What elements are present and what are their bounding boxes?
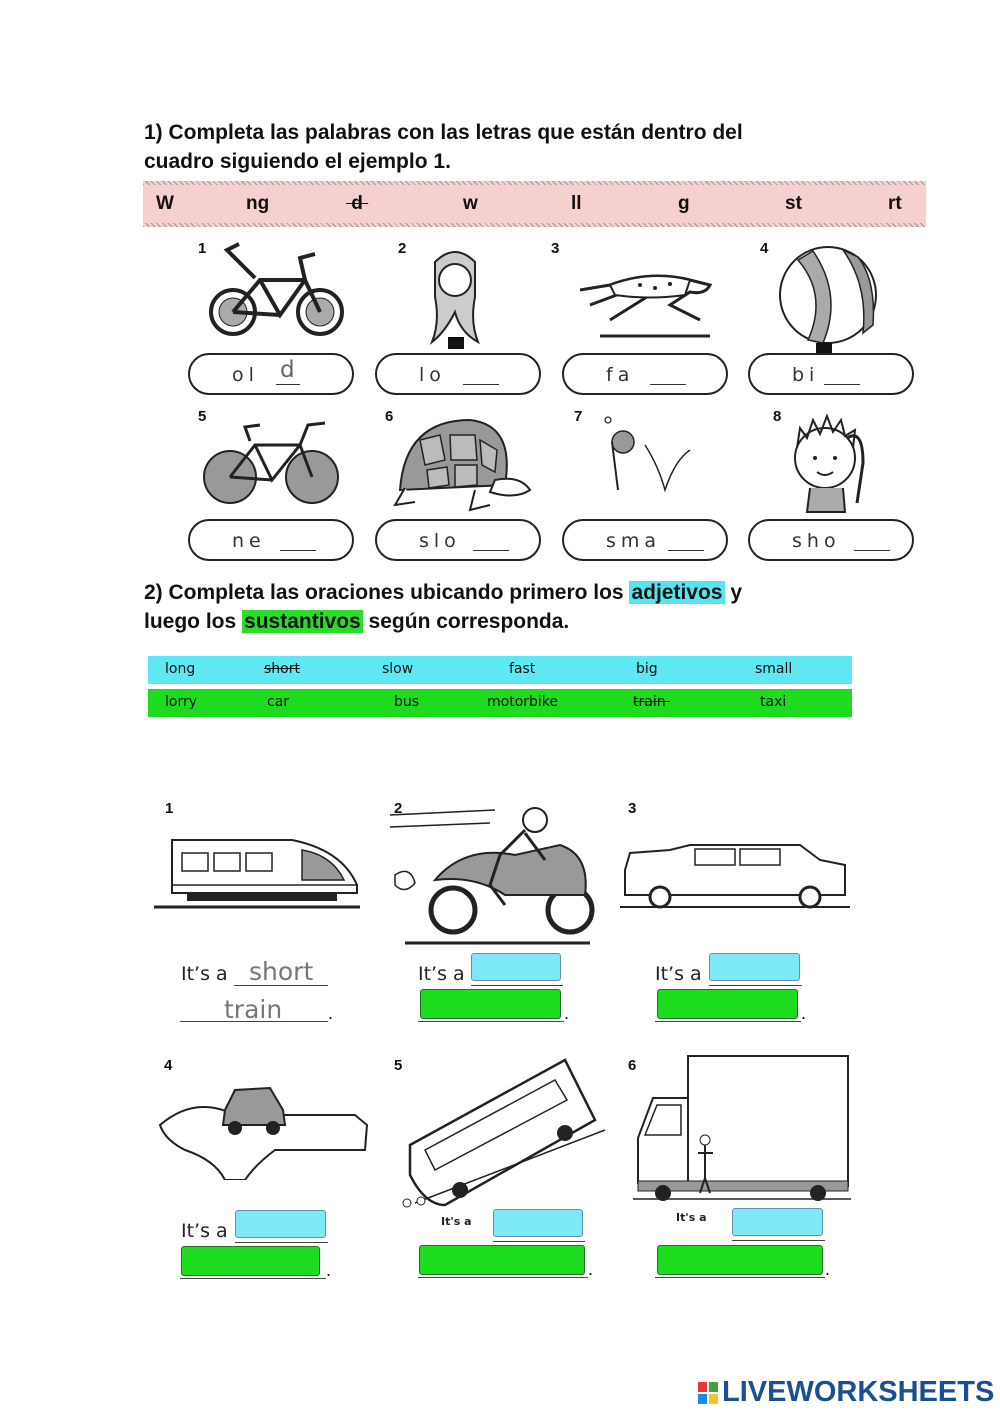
old-bike-picture: [205, 240, 355, 340]
small-car-picture: [155, 1070, 370, 1180]
item-number: 8: [773, 408, 782, 425]
answer-line: [709, 985, 802, 986]
sentence-prefix: It's a: [676, 1211, 707, 1224]
bus-picture: [395, 1055, 615, 1210]
adjective-input[interactable]: [732, 1208, 823, 1236]
answer-line: [180, 1278, 326, 1279]
answer-line: [493, 1241, 585, 1242]
adjective-item: fast: [509, 661, 536, 677]
answer-line: [235, 1242, 328, 1243]
long-limousine-picture: [620, 835, 850, 915]
fast-cheetah-picture: [570, 250, 720, 340]
period: .: [564, 1003, 570, 1023]
adjectives-highlight: adjetivos: [631, 581, 723, 604]
exercise2-heading-line2: luego los sustantivos según corresponda.: [144, 610, 570, 633]
noun-input[interactable]: [657, 1245, 823, 1275]
noun-item: bus: [394, 694, 420, 710]
exercise2-heading-line1: 2) Completa las oraciones ubicando primero los adjetivos y: [144, 581, 743, 604]
adjective-item: small: [755, 661, 793, 677]
letter-bank-item: W: [156, 193, 174, 214]
motorbike-picture: [385, 805, 600, 945]
item-number: 6: [385, 408, 394, 425]
answer-line: [234, 985, 328, 986]
word-box-1: [188, 353, 354, 395]
period: .: [328, 1003, 334, 1023]
exercise1-heading-line1: 1) Completa las palabras con las letras que están dentro del: [144, 121, 743, 144]
answer-line: [180, 1021, 328, 1022]
answer-blank: [280, 550, 316, 551]
answer-line: [418, 1021, 564, 1022]
item-number: 4: [760, 240, 769, 257]
answer-blank: [824, 384, 860, 385]
answer-line: [655, 1021, 801, 1022]
noun-input[interactable]: [657, 989, 798, 1019]
sentence-prefix: It’s a: [181, 1220, 228, 1242]
adjective-item: big: [636, 661, 658, 677]
word-prefix: sma: [606, 530, 662, 552]
adjective-bank: [148, 656, 852, 684]
item-number: 7: [574, 408, 583, 425]
noun-bank: [148, 689, 852, 717]
sentence-prefix: It's a: [441, 1215, 472, 1228]
word-box-3: [562, 353, 728, 395]
sentence-prefix: It’s a: [181, 963, 228, 985]
word-prefix: fa: [606, 364, 635, 386]
letter-bank-item: st: [785, 193, 802, 214]
noun-item: motorbike: [487, 694, 559, 710]
answer-blank: [463, 384, 499, 385]
letter-bank-item: ll: [571, 193, 582, 214]
adjective-item: long: [165, 661, 196, 677]
word-prefix: ne: [232, 530, 266, 552]
word-box-7: [562, 519, 728, 561]
adjective-item: slow: [382, 661, 414, 677]
answer-blank: [854, 550, 890, 551]
sentence-prefix: It’s a: [655, 963, 702, 985]
period: .: [588, 1259, 594, 1279]
adjective-answer-given: short: [249, 957, 314, 986]
short-hair-boy-picture: [785, 408, 875, 513]
exercise1-heading: [144, 118, 864, 176]
word-box-4: [748, 353, 914, 395]
word-box-2: [375, 353, 541, 395]
answer-blank: [473, 550, 509, 551]
letter-bank-item: g: [678, 193, 690, 214]
item-number: 3: [628, 800, 637, 817]
exercise2-heading: [144, 578, 864, 636]
period: .: [825, 1259, 831, 1279]
item-number: 3: [551, 240, 560, 257]
word-box-6: [375, 519, 541, 561]
item-number: 5: [198, 408, 207, 425]
word-prefix: bi: [792, 364, 820, 386]
adjective-input[interactable]: [235, 1210, 326, 1238]
item-number: 4: [164, 1057, 173, 1074]
adjective-input[interactable]: [471, 953, 561, 981]
slow-tortoise-picture: [385, 410, 535, 515]
answer-blank: [650, 384, 686, 385]
word-prefix: slo: [419, 530, 461, 552]
answer-line: [732, 1240, 825, 1241]
answer-line: [471, 985, 563, 986]
answer-line: [418, 1277, 588, 1278]
exercise1-heading-line2: cuadro siguiendo el ejemplo 1.: [144, 150, 451, 173]
new-bike-picture: [200, 415, 350, 510]
letter-bank-item: w: [463, 193, 478, 214]
letter-bank: [143, 181, 926, 227]
answer-line: [655, 1277, 825, 1278]
noun-input[interactable]: [181, 1246, 320, 1276]
noun-item-used: train: [633, 694, 666, 710]
liveworksheets-logo-icon: [698, 1382, 718, 1404]
sentence-prefix: It’s a: [418, 963, 465, 985]
item-number: 2: [394, 800, 403, 817]
small-ball-picture: [590, 410, 700, 500]
adjective-input[interactable]: [709, 953, 800, 981]
noun-input[interactable]: [420, 989, 561, 1019]
item-number: 1: [198, 240, 207, 257]
adjective-input[interactable]: [493, 1209, 583, 1237]
big-lorry-picture: [633, 1053, 851, 1203]
item-number: 5: [394, 1057, 403, 1074]
given-answer: d: [280, 357, 295, 383]
item-number: 2: [398, 240, 407, 257]
period: .: [801, 1003, 807, 1023]
word-prefix: lo: [419, 364, 446, 386]
nouns-highlight: sustantivos: [244, 610, 361, 633]
letter-bank-item: ng: [246, 193, 270, 214]
liveworksheets-brand[interactable]: LIVEWORKSHEETS: [722, 1376, 995, 1408]
noun-item: taxi: [760, 694, 787, 710]
train-picture: [152, 825, 362, 915]
word-prefix: sho: [792, 530, 841, 552]
word-box-8: [748, 519, 914, 561]
item-number: 6: [628, 1057, 637, 1074]
noun-answer-given: train: [224, 995, 283, 1024]
noun-item: lorry: [165, 694, 198, 710]
answer-blank: [276, 384, 300, 385]
answer-blank: [668, 550, 704, 551]
word-prefix: ol: [232, 364, 259, 386]
long-hair-girl-picture: [420, 242, 490, 352]
letter-bank-item: rt: [888, 193, 902, 214]
period: .: [326, 1260, 332, 1280]
noun-item: car: [267, 694, 290, 710]
word-box-5: [188, 519, 354, 561]
big-ball-picture: [768, 245, 888, 355]
adjective-item-used: short: [264, 661, 300, 677]
noun-input[interactable]: [419, 1245, 585, 1275]
letter-bank-item-used: d: [351, 193, 363, 214]
item-number: 1: [165, 800, 174, 817]
